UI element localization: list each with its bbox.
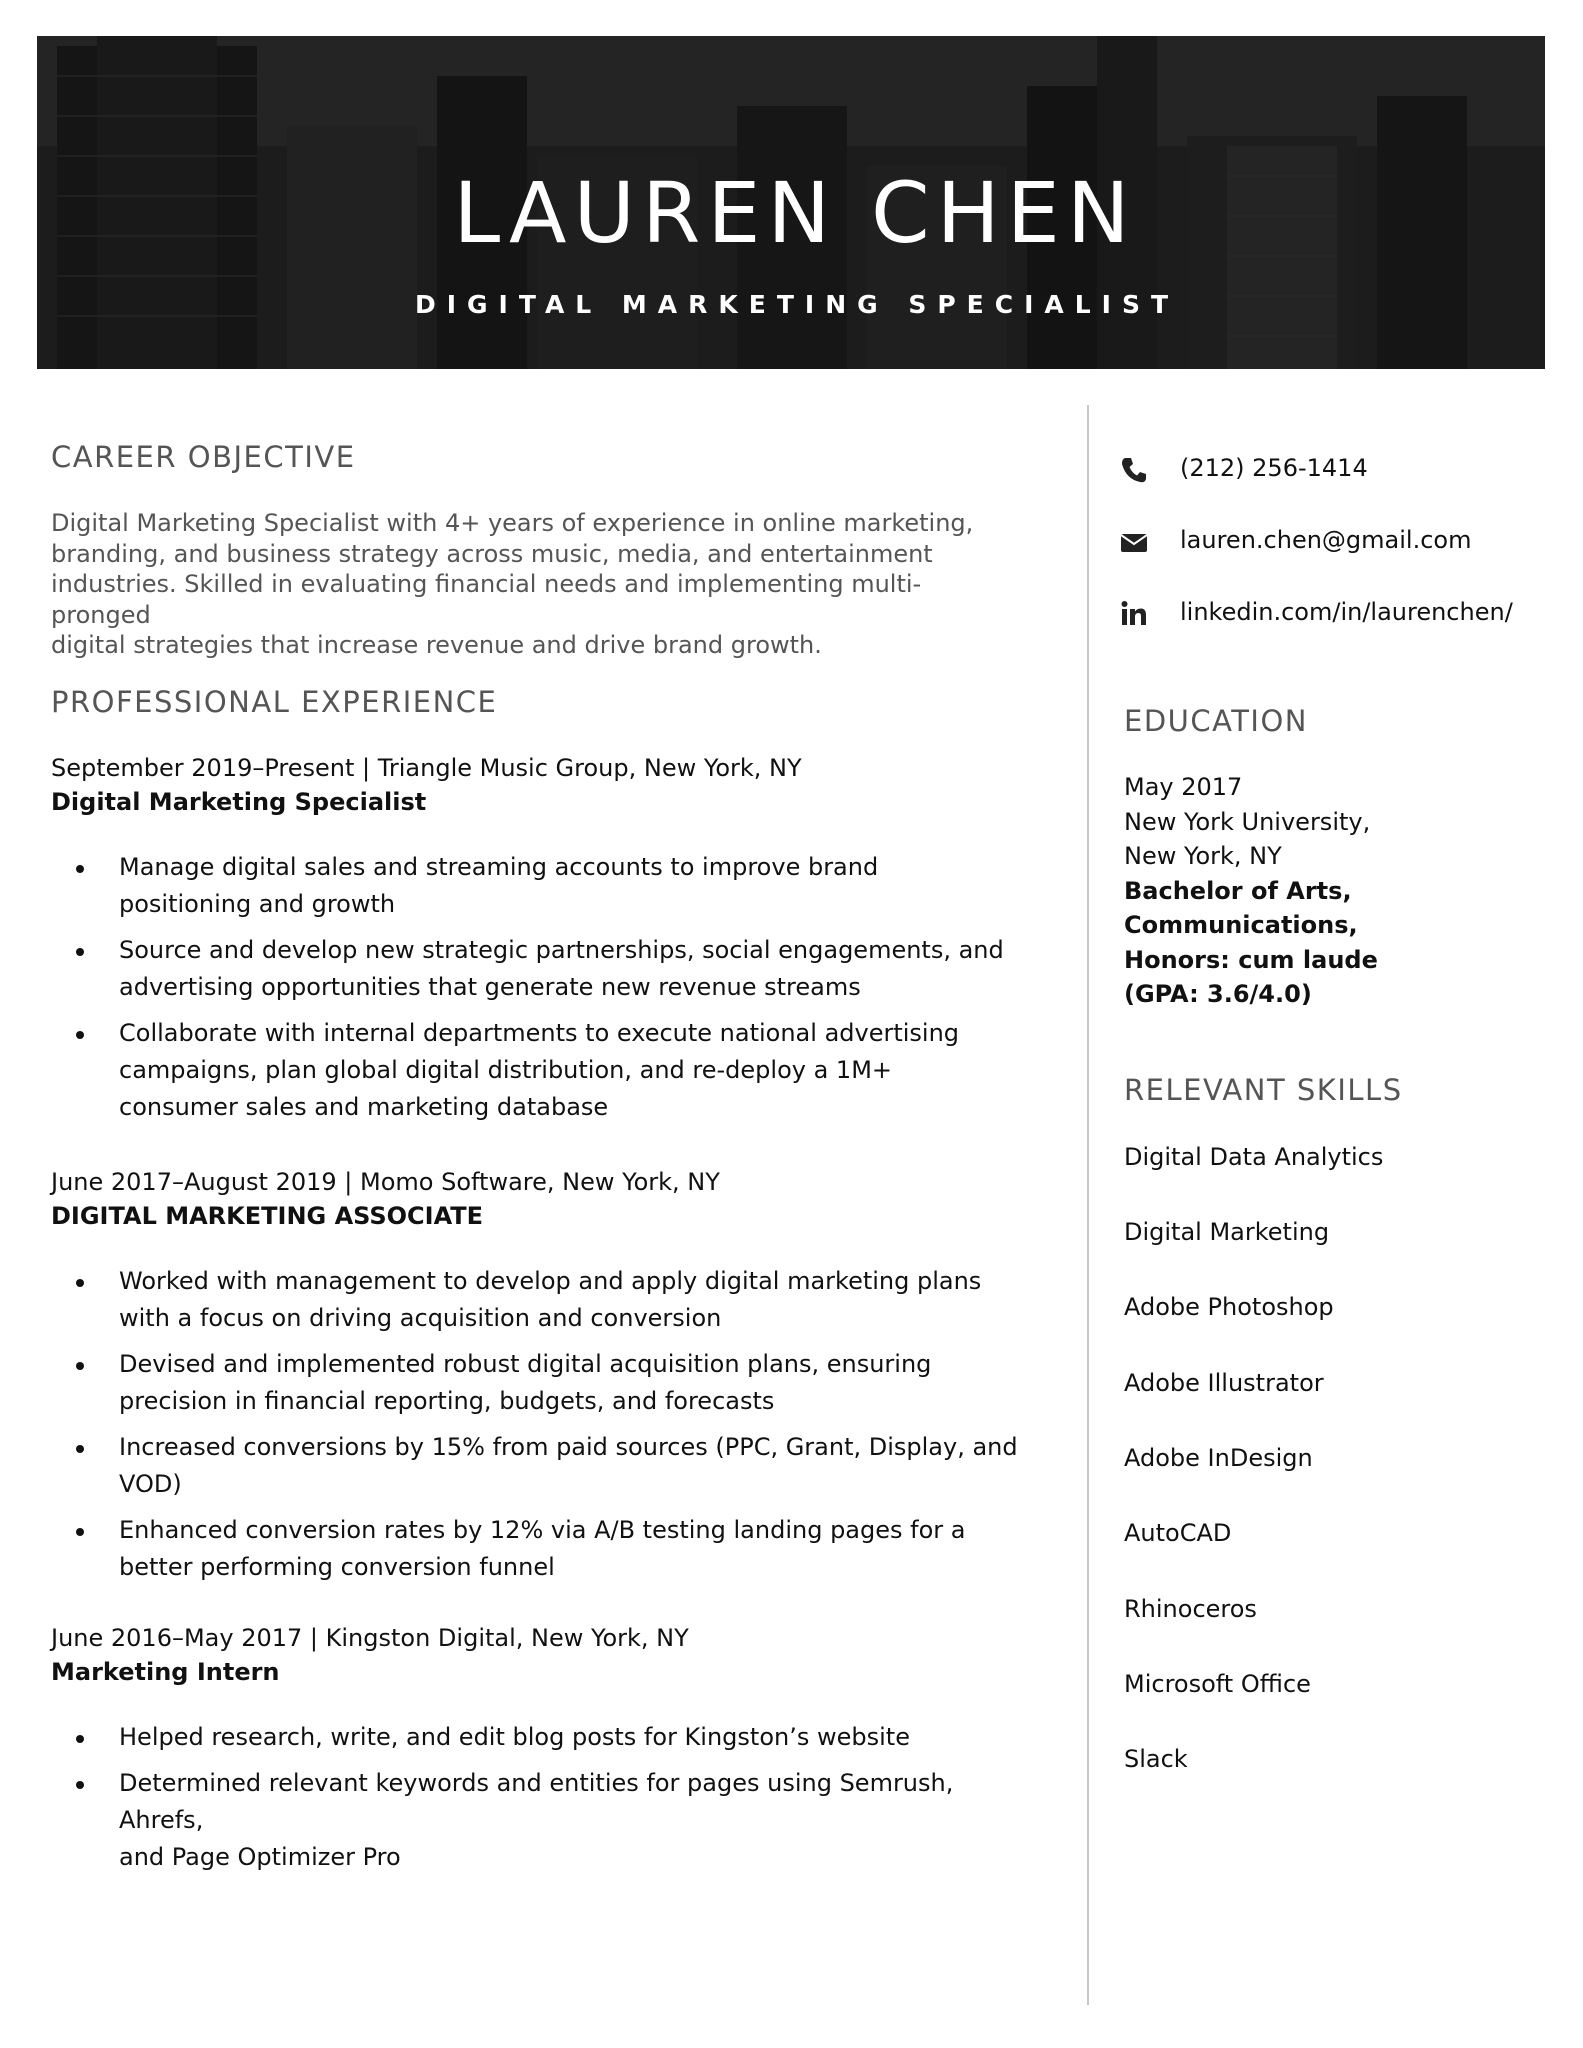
job-bullet: Source and develop new strategic partnerships, social engagements, and advertising opportunities that generate new revenue streams [51, 932, 1041, 1006]
education-major: Communications, [1124, 911, 1358, 939]
job-bullet: Collaborate with internal departments to execute national advertising campaigns, plan global digital distribution, and re-deploy a 1M+ consumer sales and marketing database [51, 1015, 1041, 1126]
experience-heading: PROFESSIONAL EXPERIENCE [51, 685, 498, 719]
education-gpa: (GPA: 3.6/4.0) [1124, 980, 1312, 1008]
job-meta: June 2016–May 2017 | Kingston Digital, New York, NY [51, 1624, 689, 1652]
contact-linkedin [1118, 594, 1558, 634]
objective-paragraph [51, 508, 1011, 661]
email-icon [1118, 526, 1150, 558]
job-bullet: Increased conversions by 15% from paid sources (PPC, Grant, Display, and VOD) [51, 1429, 1041, 1503]
education-school: New York University, [1124, 807, 1371, 836]
skill-item: Adobe InDesign [1124, 1444, 1313, 1472]
linkedin-url[interactable]: linkedin.com/in/laurenchen/ [1180, 598, 1513, 626]
skill-item: AutoCAD [1124, 1519, 1232, 1547]
job-role: DIGITAL MARKETING ASSOCIATE [51, 1202, 484, 1230]
education-location: New York, NY [1124, 842, 1282, 870]
job-role: Marketing Intern [51, 1658, 280, 1686]
job-bullet: Helped research, write, and edit blog posts for Kingston’s website [51, 1719, 1041, 1756]
email-address[interactable]: lauren.chen@gmail.com [1180, 526, 1472, 554]
job-bullet: Determined relevant keywords and entities for pages using Semrush, Ahrefs, and Page Optimizer Pro [51, 1765, 1041, 1876]
job-bullet: Manage digital sales and streaming accounts to improve brand positioning and growth [51, 849, 1041, 923]
objective-line: digital strategies that increase revenue and drive brand growth. [51, 631, 822, 659]
phone-number[interactable]: (212) 256-1414 [1180, 454, 1368, 482]
objective-heading: CAREER OBJECTIVE [51, 440, 356, 474]
objective-line: Digital Marketing Specialist with 4+ years of experience in online marketing, [51, 509, 974, 537]
skill-item: Adobe Illustrator [1124, 1369, 1324, 1397]
education-entry [1124, 770, 1544, 1012]
skill-item: Microsoft Office [1124, 1670, 1311, 1698]
job-entry [51, 1165, 1041, 1595]
candidate-name: LAUREN CHEN [453, 164, 1137, 262]
education-degree: Bachelor of Arts, [1124, 876, 1352, 905]
skill-item: Digital Data Analytics [1124, 1143, 1384, 1171]
header-banner [37, 36, 1545, 369]
job-bullets [51, 1719, 1041, 1876]
objective-line: branding, and business strategy across music, media, and entertainment [51, 539, 933, 568]
job-bullet: Enhanced conversion rates by 12% via A/B testing landing pages for a better performing conversion funnel [51, 1512, 1041, 1586]
education-heading: EDUCATION [1124, 704, 1309, 738]
skills-heading: RELEVANT SKILLS [1124, 1073, 1403, 1107]
job-bullets [51, 849, 1041, 1126]
job-meta: June 2017–August 2019 | Momo Software, New York, NY [51, 1168, 720, 1196]
job-entry [51, 1621, 1041, 1885]
skill-item: Rhinoceros [1124, 1595, 1257, 1623]
job-bullet: Devised and implemented robust digital acquisition plans, ensuring precision in financial reporting, budgets, and forecasts [51, 1346, 1041, 1420]
contact-phone [1118, 450, 1558, 490]
linkedin-icon [1118, 598, 1150, 630]
skill-item: Slack [1124, 1745, 1188, 1773]
education-date: May 2017 [1124, 773, 1243, 801]
candidate-title: DIGITAL MARKETING SPECIALIST [414, 290, 1180, 319]
job-role: Digital Marketing Specialist [51, 788, 427, 816]
job-entry [51, 751, 1041, 1135]
column-divider [1087, 405, 1089, 2005]
contact-email [1118, 522, 1558, 562]
skill-item: Digital Marketing [1124, 1218, 1330, 1246]
job-bullet: Worked with management to develop and apply digital marketing plans with a focus on driving acquisition and conversion [51, 1263, 1041, 1337]
phone-icon [1118, 454, 1150, 486]
skill-item: Adobe Photoshop [1124, 1293, 1334, 1321]
job-bullets [51, 1263, 1041, 1586]
objective-line: industries. Skilled in evaluating financial needs and implementing multi-pronged [51, 570, 922, 629]
job-meta: September 2019–Present | Triangle Music Group, New York, NY [51, 754, 802, 782]
education-honors: Honors: cum laude [1124, 945, 1378, 974]
